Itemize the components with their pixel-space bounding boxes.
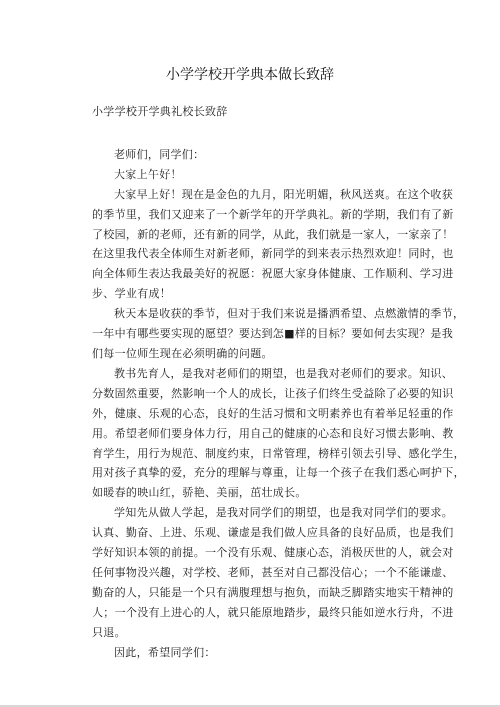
text-line: 任何事物没兴趣，对学校、老师，甚至对自己都没信心；一个不能谦虚、	[92, 565, 454, 579]
spacer	[92, 122, 420, 143]
text-line: 外，健康、乐观的心态，良好的生活习惯和文明素养也有着举足轻重的作	[92, 406, 454, 420]
text-line: 因此，希望同学们：	[114, 645, 216, 659]
text-line: 教书先育人，是我对老师们的期望，也是我对老师们的要求。知识、	[114, 366, 453, 380]
text-line: 学好知识本领的前提。一个没有乐观、健康心态，消极厌世的人，就会对	[92, 546, 454, 560]
text-line: 大家早上好！现在是金色的九月，阳光明媚，秋风送爽。在这个收获	[114, 187, 453, 201]
text-line: 在这里我代表全体师生对新老师，新同学的到来表示热烈欢迎！同时，也	[92, 247, 454, 261]
text-line: 只退。	[92, 625, 126, 639]
text-line: 认真、勤奋、上进、乐观、谦虚是我们做人应具备的良好品质，也是我们	[92, 526, 454, 540]
text-line: 秋天本是收获的季节，但对于我们来说是播洒希望、点燃激情的季节，	[114, 307, 465, 321]
text-line: 步、学业有成！	[92, 287, 172, 301]
text-line: 学知先从做人学起，是我对同学们的期望，也是我对同学们的要求。	[114, 506, 453, 520]
document-body	[92, 102, 465, 662]
text-line: 老师们，同学们：	[114, 147, 205, 161]
text-line: 一年中有哪些要实现的愿望？要达到怎■样的目标？要如何去实现？是我	[92, 327, 453, 341]
text-line: 的季节里，我们又迎来了一个新学年的开学典礼。新的学期，我们有了新	[92, 207, 454, 221]
text-line: 向全体师生表达我最美好的祝愿：祝愿大家身体健康、工作顺利、学习进	[92, 267, 454, 281]
text-line: 育学生，用行为规范、制度约束，日常管理，榜样引领去引导、感化学生，	[92, 446, 465, 460]
text-line: 人；一个没有上进心的人，就只能原地踏步，最终只能如逆水行舟，不进	[92, 605, 454, 619]
text-line: 了校园，新的老师，还有新的同学，从此，我们就是一家人，一家亲了！	[92, 227, 454, 241]
text-line: 用。希望老师们要身体力行，用自己的健康的心态和良好习惯去影响、教	[92, 426, 454, 440]
text-line: 分数固然重要，然影响一个人的成长，让孩子们终生受益除了必要的知识	[92, 386, 454, 400]
text-line: 大家上午好！	[114, 167, 182, 181]
text-line: 如暖春的映山红，骄艳、美丽，茁壮成长。	[92, 486, 307, 500]
paragraph-lines	[92, 145, 465, 663]
text-line: 勤奋的人，只能是一个只有满腹理想与抱负，而缺乏脚踏实地实干精神的	[92, 585, 454, 599]
document-title: 小学学校开学典本做长致辞	[166, 67, 334, 83]
text-line: 用对孩子真挚的爱，充分的理解与尊重，让每一个孩子在我们悉心呵护下，	[92, 466, 465, 480]
document-subtitle: 小学学校开学典礼校长致辞	[92, 105, 228, 118]
text-line: 们每一位师生现在必须明确的问题。	[92, 346, 273, 360]
